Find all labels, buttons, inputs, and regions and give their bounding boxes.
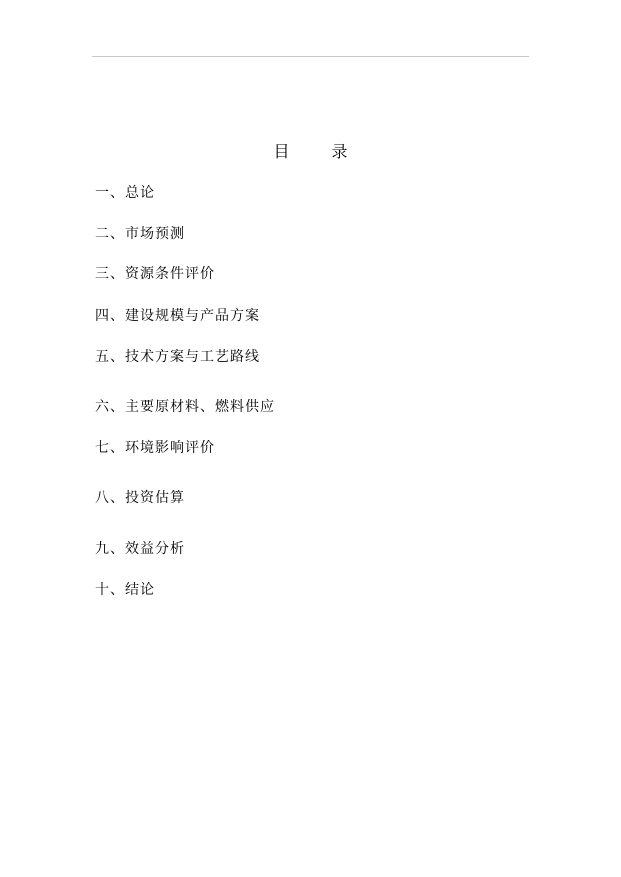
toc-item-10: 十、结论 — [95, 582, 155, 598]
toc-item-2: 二、市场预测 — [95, 226, 185, 242]
toc-item-4: 四、建设规模与产品方案 — [95, 308, 260, 324]
header-divider — [92, 56, 529, 57]
toc-item-1: 一、总论 — [95, 185, 155, 201]
toc-title-char-1: 目 — [273, 142, 290, 161]
toc-title — [0, 142, 621, 162]
toc-item-5: 五、技术方案与工艺路线 — [95, 349, 260, 365]
toc-item-9: 九、效益分析 — [95, 541, 185, 557]
toc-item-7: 七、环境影响评价 — [95, 440, 215, 456]
toc-title-char-2: 录 — [331, 142, 348, 161]
toc-item-3: 三、资源条件评价 — [95, 266, 215, 282]
toc-item-8: 八、投资估算 — [95, 490, 185, 506]
toc-item-6: 六、主要原材料、燃料供应 — [95, 399, 275, 415]
